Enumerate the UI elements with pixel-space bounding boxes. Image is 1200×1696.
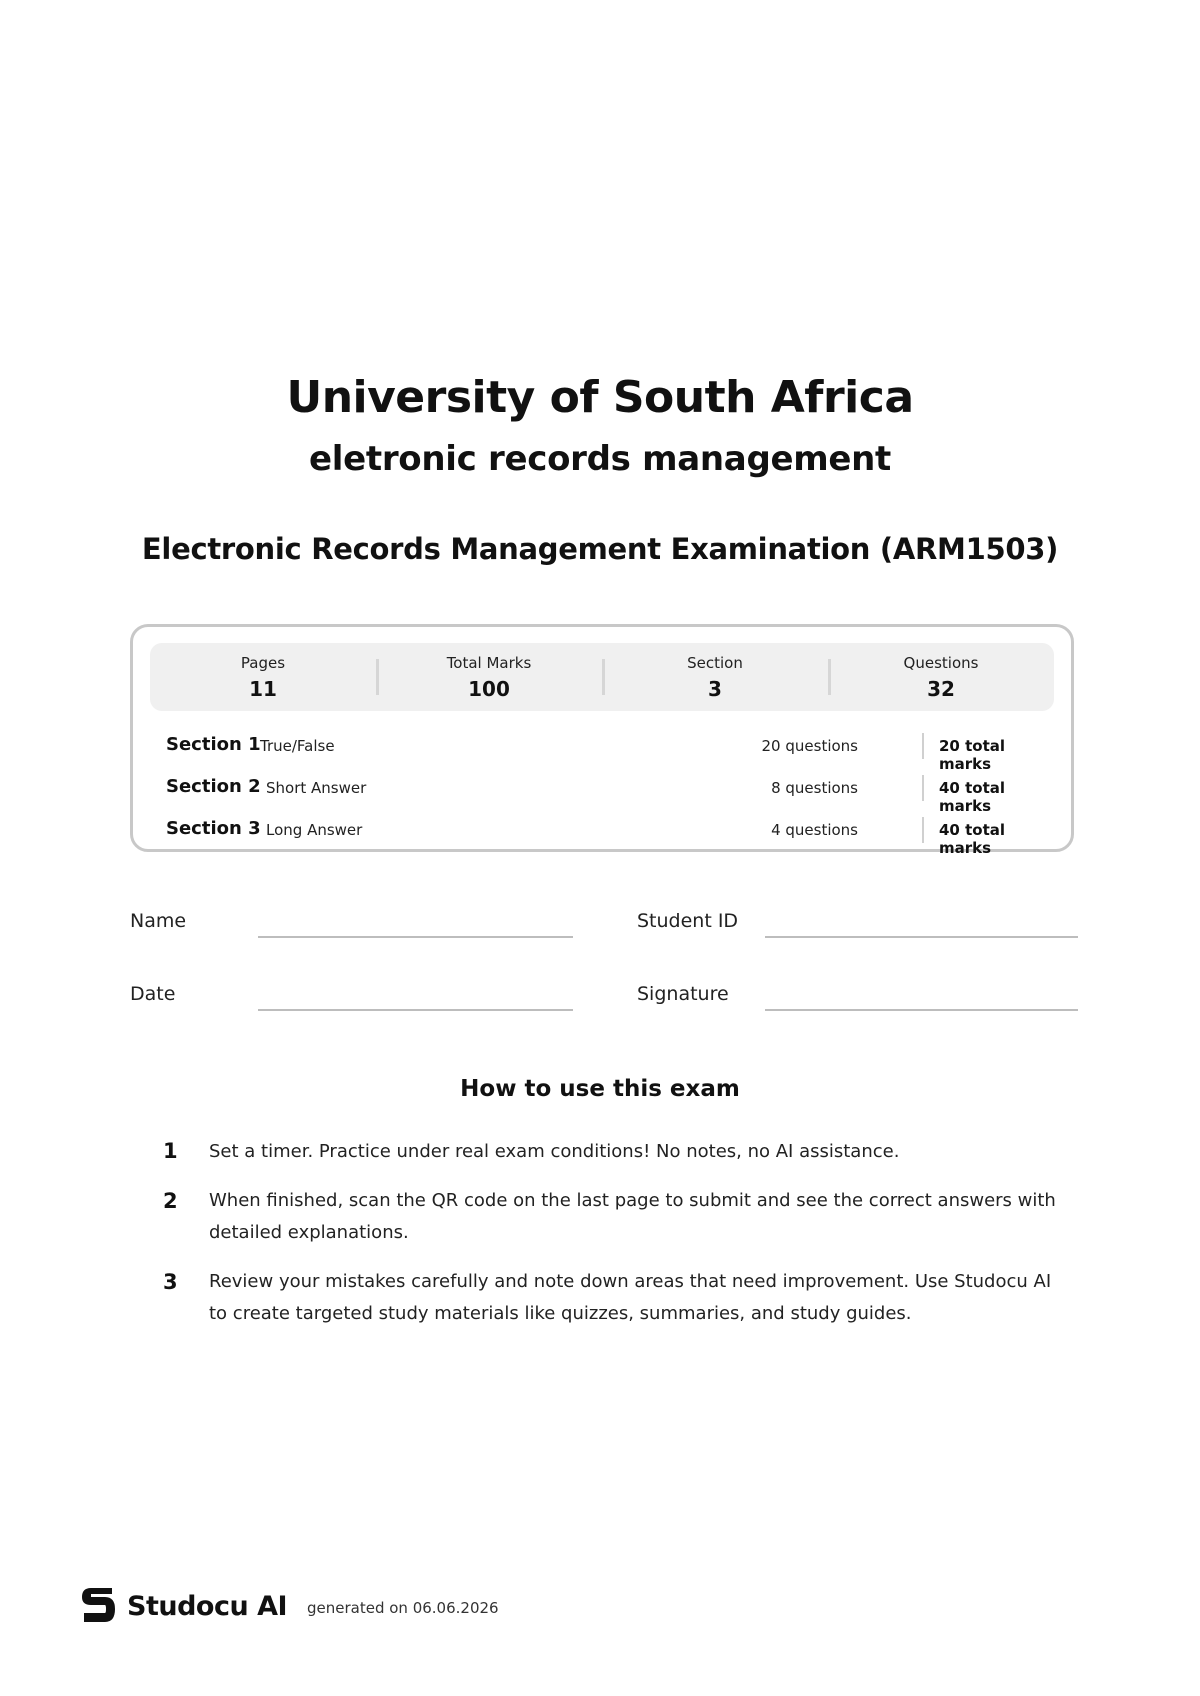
studocu-logo-icon <box>79 1586 117 1624</box>
section-type: Short Answer <box>266 779 367 797</box>
section-row-1 <box>166 731 1046 773</box>
stat-total-marks <box>376 643 602 711</box>
divider <box>922 775 924 801</box>
step-number: 1 <box>163 1139 178 1163</box>
date-field[interactable] <box>258 1009 573 1011</box>
brand-name: Studocu AI <box>127 1591 288 1622</box>
name-field[interactable] <box>258 936 573 938</box>
instructions-heading: How to use this exam <box>460 1076 740 1102</box>
section-type: Long Answer <box>266 821 363 839</box>
exam-summary-card <box>130 624 1074 857</box>
student-id-label: Student ID <box>637 910 739 932</box>
university-title: University of South Africa <box>286 372 914 423</box>
section-row-3 <box>166 815 1046 857</box>
stat-value: 32 <box>927 677 955 701</box>
section-type: True/False <box>260 737 335 755</box>
stat-questions <box>828 643 1054 711</box>
stat-label: Questions <box>903 654 979 672</box>
section-name: Section 2 <box>166 776 261 797</box>
exam-stats-bar <box>150 643 1054 711</box>
section-question-count: 20 questions <box>761 737 858 755</box>
divider <box>922 733 924 759</box>
section-question-count: 8 questions <box>771 779 858 797</box>
step-text: Set a timer. Practice under real exam conditions! No notes, no AI assistance. <box>209 1141 900 1162</box>
date-label: Date <box>130 983 176 1005</box>
step-text: When finished, scan the QR code on the last page to submit and see the correct answers with detailed explanations. <box>209 1190 1056 1243</box>
section-marks: 40 total marks <box>939 821 1006 857</box>
step-text: Review your mistakes carefully and note down areas that need improvement. Use Studocu AI to create targeted study materials like quizzes, summaries, and study guides. <box>209 1271 1052 1324</box>
stat-value: 3 <box>708 677 722 701</box>
section-marks: 40 total marks <box>939 779 1006 815</box>
course-title: eletronic records management <box>309 439 891 479</box>
stat-label: Pages <box>240 654 286 672</box>
stat-value: 11 <box>249 677 277 701</box>
stat-pages <box>150 643 376 711</box>
step-number: 3 <box>163 1270 178 1294</box>
student-id-field[interactable] <box>765 936 1078 938</box>
step-number: 2 <box>163 1189 178 1213</box>
divider <box>922 817 924 843</box>
stat-label: Total Marks <box>446 654 532 672</box>
section-row-2 <box>166 773 1046 815</box>
name-label: Name <box>130 910 187 932</box>
section-name: Section 3 <box>166 818 261 839</box>
section-marks: 20 total marks <box>939 737 1006 773</box>
stat-label: Section <box>687 654 743 672</box>
section-name: Section 1 <box>166 734 261 755</box>
stat-section <box>602 643 828 711</box>
stat-value: 100 <box>468 677 510 701</box>
signature-label: Signature <box>637 983 729 1005</box>
signature-field[interactable] <box>765 1009 1078 1011</box>
exam-title: Electronic Records Management Examination (ARM1503) <box>141 532 1059 566</box>
generated-date: generated on 06.06.2026 <box>307 1599 499 1617</box>
section-question-count: 4 questions <box>771 821 858 839</box>
